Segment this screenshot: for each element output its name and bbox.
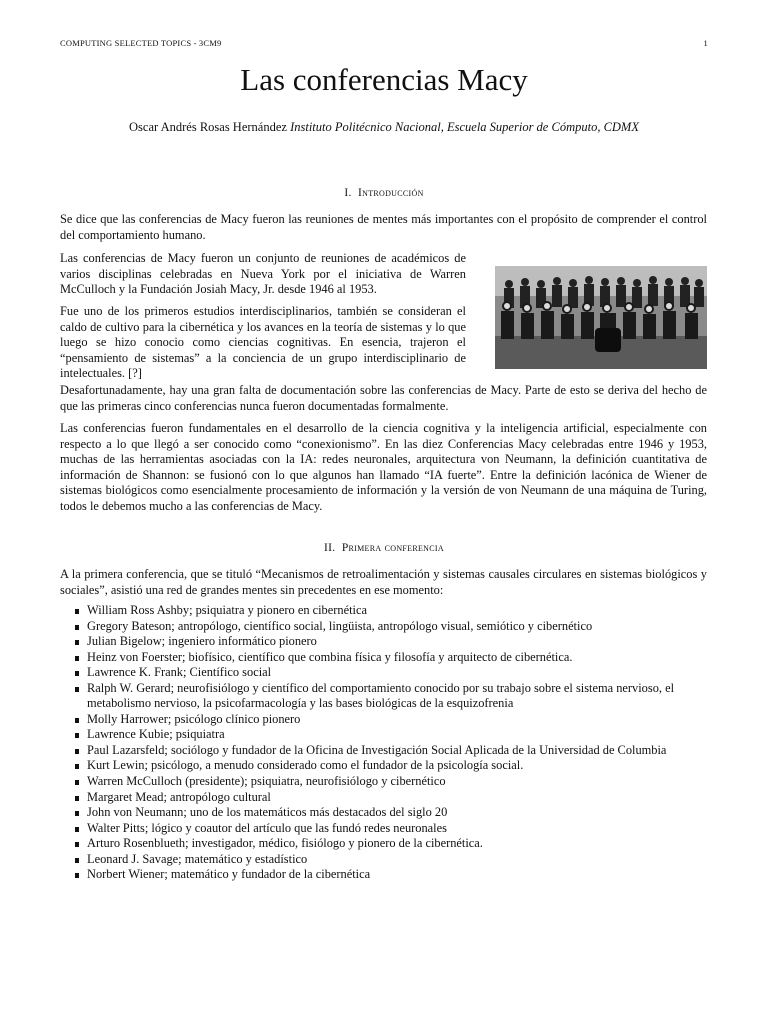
page-number: 1 [703,38,708,48]
first-conference-paragraph: A la primera conferencia, que se tituló “Mecanismos de retroalimentación y sistemas causales circulares en sistemas biológicos y sociales”, asistió una red de grandes mentes sin precedentes en ese momento: [60,567,707,597]
list-item: Leonard J. Savage; matemático y estadístico [60,852,720,868]
author-line [0,120,768,135]
section-number: II. [324,542,336,554]
running-header [60,38,708,48]
intro-paragraph-2: Las conferencias de Macy fueron un conjunto de reuniones de académicos de varios disciplinas celebradas en Nueva York por el iniciativa de Warren McCulloch y la Fundación Josiah Macy, Jr. desde 1946 al 1953. [60,251,466,297]
list-item: Ralph W. Gerard; neurofisiólogo y científico del comportamiento conocido por su trabajo sobre el sistema nervioso, el metabolismo nervioso, la psicofarmacología y las bases biológicas de la esquizofrenia [60,681,720,712]
intro-paragraph-3: Fue uno de los primeros estudios interdisciplinarios, también se consideran el caldo de cultivo para la cibernética y los avances en la teoría de sistemas y lo que luego se hizo conocio como ciencias cognitivas. En esencia, trajeron el “pensamiento de sistemas” a la conciencia de un grupo interdisciplinario de intelectuales. [?] [60,304,466,381]
macy-conference-group-photo [495,266,707,369]
author-affiliation: Instituto Politécnico Nacional, Escuela Superior de Cómputo, CDMX [290,120,639,134]
list-item: Molly Harrower; psicólogo clínico pionero [60,712,720,728]
list-item: Margaret Mead; antropólogo cultural [60,790,720,806]
list-item: Gregory Bateson; antropólogo, científico social, lingüista, antropólogo visual, semiótico y cibernético [60,619,720,635]
list-item: Walter Pitts; lógico y coautor del artículo que las fundó redes neuronales [60,821,720,837]
list-item: Julian Bigelow; ingeniero informático pionero [60,634,720,650]
section-title: Primera conferencia [341,542,444,554]
list-item: Heinz von Foerster; biofísico, científico que combina física y filosofía y arquitecto de cibernética. [60,650,720,666]
list-item: William Ross Ashby; psiquiatra y pionero en cibernética [60,603,720,619]
intro-paragraph-4: Desafortunadamente, hay una gran falta de documentación sobre las conferencias de Macy. Parte de esto se deriva del hecho de que las primeras cinco conferencias nunca fueron documentadas formalmente. [60,383,707,413]
list-item: Lawrence Kubie; psiquiatra [60,727,720,743]
intro-paragraph-5: Las conferencias fueron fundamentales en el desarrollo de la ciencia cognitiva y la inteligencia artificial, especialmente con respecto a lo que llegó a ser conocido como “conexionismo”. En las diez Conferencias Macy celebradas entre 1946 y 1953, muchas de las herramientas asociadas con la IA: redes neuronales, arquitectura von Neumann, la definición cuantitativa de información de Shannon: se fusionó con lo que algunos han llamado “IA fuerte”. Entre la definición lacónica de Wiener de sistemas biológicos como esencialmente procesamiento de información y la versión de von Neumann de una máquina de Turing, todos le debemos mucho a las conferencias de Macy. [60,421,707,513]
list-item: Warren McCulloch (presidente); psiquiatra, neurofisiólogo y cibernético [60,774,720,790]
list-item: John von Neumann; uno de los matemáticos más destacados del siglo 20 [60,805,720,821]
list-item: Paul Lazarsfeld; sociólogo y fundador de la Oficina de Investigación Social Aplicada de la Universidad de Columbia [60,743,720,759]
group-photo-illustration [495,266,707,369]
paper-title: Las conferencias Macy [240,62,528,97]
section-heading-introduction [0,187,768,199]
section-number: I. [344,187,352,199]
intro-paragraph-1: Se dice que las conferencias de Macy fueron las reuniones de mentes más importantes con el propósito de comprender el control del comportamiento humano. [60,212,707,242]
list-item: Lawrence K. Frank; Científico social [60,665,720,681]
list-item: Norbert Wiener; matemático y fundador de la cibernética [60,867,720,883]
list-item: Kurt Lewin; psicólogo, a menudo considerado como el fundador de la psicología social. [60,758,720,774]
section-heading-first-conference [0,542,768,554]
section-title: Introducción [358,187,424,199]
attendee-list [60,603,720,883]
author-name: Oscar Andrés Rosas Hernández [129,120,287,134]
running-title: COMPUTING SELECTED TOPICS - 3CM9 [60,38,222,48]
list-item: Arturo Rosenblueth; investigador, médico, fisiólogo y pionero de la cibernética. [60,836,720,852]
